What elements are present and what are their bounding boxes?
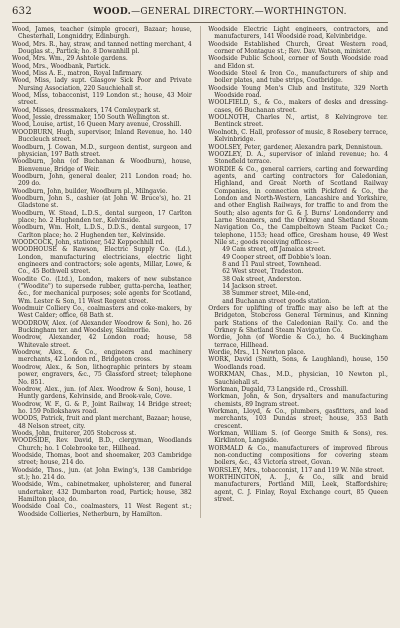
office-line: 49 Cooper street, off Dobbie's loan.: [222, 253, 332, 261]
directory-entry: Woodburn, Wm. Holt, L.D.S., D.D.S., dental surgeon, 17 Carlton place; ho. 2 Hughenden ter., Kelvinside.: [12, 224, 192, 239]
office-line: 38 Oak street, Anderston.: [222, 275, 302, 283]
directory-entry: WOODHOUSE & Rawson, Electric Supply Co. (Ld.), London, manufacturing electricians, electric light engineers and contractors; sole agents, Millar, Lowe, & Co., 45 Bothwell street.: [12, 246, 192, 276]
directory-entry: WOODS, Patrick, fruit and plant merchant, Bazaar; house, 48 Nelson street, city.: [12, 415, 192, 430]
directory-entry: Wood, Louise, artist, 16 Queen Mary avenue, Crosshill.: [12, 121, 182, 129]
directory-entry: Wood, Jessie, dressmaker, 150 South Wellington st.: [12, 114, 170, 122]
columns: [12, 26, 388, 518]
directory-entry: Woodside Steel & Iron Co., manufacturers of ship and boiler plates, and tube strips, Coatbridge.: [208, 70, 388, 85]
directory-entry: Wordie, John (of Wordie & Co.), ho. 4 Buckingham terrace, Hillhead.: [208, 334, 388, 349]
right-entries-top: [208, 26, 388, 246]
page-header: [12, 6, 388, 20]
office-line: 8 and 11 Paul street, Townhead.: [222, 261, 322, 268]
directory-entry: Woodrow, Alexander, 42 London road; house, 58 Whitevale street.: [12, 334, 192, 349]
directory-entry: Woodside Coal Co., coalmasters, 11 West Regent st.; Woodside Collieries, Netherburn, by Hamilton.: [12, 503, 192, 518]
directory-entry: WOODCOCK, John, stationer, 542 Keppochhill rd.: [12, 238, 165, 246]
header-rule: [12, 22, 388, 23]
directory-entry: WORMALD & Co., manufacturers of improved fibrous non-conducting compositions for covering steam boilers, &c., 43 Victoria street, Govan.: [208, 444, 388, 467]
directory-entry: WOODSIDE, Rev. David, B.D., clergyman, Woodlands Church; ho. 1 Colebrooke ter., Hillhead.: [12, 437, 192, 452]
directory-entry: Woolnoth, C. Hall, professor of music, 8 Rosebery terrace, Kelvinbridge.: [208, 128, 388, 144]
directory-entry: Woodside, Thos., jun. (at John Ewing's, 138 Cambridge st.); ho. 214 do.: [12, 466, 192, 481]
directory-entry: Orders for uplifting of traffic may also be left at the Bridgeton, Stobcross General Terminus, and Kinning park Stations of the Caledonian Rail'y. Co. and the Orkney & Shetland Steam Navigation Co.: [208, 305, 388, 335]
directory-entry: WOOZLEY, D. A., supervisor of inland revenue; ho. 4 Stonefield terrace.: [208, 150, 388, 166]
left-column: [12, 26, 192, 518]
title-mid: —GENERAL DIRECTORY.—: [131, 7, 264, 17]
directory-entry: Woodburn, John, builder, Woodburn pl., Milngavie.: [12, 187, 168, 195]
directory-entry: Woodside Established Church, Great Western road, corner of Montague st.; Rev. Dav. Watson, minister.: [208, 40, 388, 56]
directory-entry: Wood, Miss, lady supt. Glasgow Sick Poor and Private Nursing Association, 220 Sauchiehall st.: [12, 77, 192, 92]
directory-entry: Woodside Electric Light engineers, contractors, and manufacturers, 141 Woodside road, Kelvinbridge.: [208, 26, 388, 41]
directory-entry: Workman, John, & Son, drysalters and manufacturing chemists, 89 Ingram street.: [208, 393, 388, 408]
directory-entry: Wood, Miss, tobacconist, 119 London st.; house, 43 Moir street.: [12, 92, 192, 107]
directory-entry: Woodmuir Colliery Co., coalmasters and coke-makers, by West Calder; office, 68 Bath st.: [12, 305, 192, 320]
page-number: 632: [12, 6, 32, 17]
directory-entry: Woodburn, John (of Buchanan & Woodburn), house, Bienvenue, Bridge of Weir.: [12, 158, 192, 173]
directory-entry: Woodrow, Alex., jun. (of Alex. Woodrow & Son), house, 1 Huntly gardens, Kelvinside, and Brook-vale, Cove.: [12, 385, 192, 401]
office-line: and Buchanan street goods station.: [222, 297, 332, 305]
directory-entry: Woodburn, W. Stead, L.D.S., dental surgeon, 17 Carlton place; ho. 2 Hughenden ter., Kelvinside.: [12, 209, 192, 224]
directory-entry: WOODBURN, Hugh, supervisor, Inland Revenue, ho. 140 Buccleuch street.: [12, 128, 192, 144]
goods-offices-list: [208, 246, 388, 305]
office-line: 38 Summer street, Mile-end,: [222, 290, 311, 298]
directory-entry: WORDIE & Co., general carriers, carting and forwarding agents, and carting contractors for Caledonian, Highland, and Great North of Scotland Railway Companies, in connection with Pickford & Co., the London and North-Western, Lancashire and Yorkshire, and other English Railways, for traffic to and from the South; also agents for G. & J. Burns' Londonderry and Larne Steamers, and the Orkney and Shetland Steam Navigation Co., the Campbeltown Steam Packet Co.; telephone, 1153; head office, Gresham house, 49 West Nile st.; goods receiving offices:—: [208, 165, 388, 246]
directory-entry: WOOLFIELD, S., & Co., makers of desks and dressing-cases, 66 Buchanan street.: [208, 99, 388, 114]
directory-entry: Woods, John, fruiterer, 205 Stobcross st.: [12, 429, 137, 437]
directory-entry: Wood, James, teacher (simple grocer), Bazaar; house, Chesterhall, Longniddry, Edinburgh.: [12, 26, 192, 41]
directory-entry: Workman, William S. (of George Smith & Sons), res. Kirklinton, Langside.: [208, 429, 388, 445]
directory-entry: Woodrow, W. F., G. & P., Joint Railway, 14 Bridge street; ho. 159 Pollokshaws road.: [12, 400, 192, 415]
directory-entry: Wood, Miss A. E., matron, Royal Infirmary.: [12, 70, 143, 78]
directory-entry: Woodite Co. (Ltd.), London, makers of new substance ("Woodite") to supersede rubber, gutta-percha, leather, &c., for mechanical purposes; sole agents for Scotland, Wm. Lester & Son, 11 West Regent street.: [12, 275, 192, 305]
directory-entry: WORK, David (Smith, Sons, & Laughland), house, 150 Woodlands road.: [208, 356, 388, 371]
right-entries-bottom: [208, 305, 388, 503]
directory-entry: Woodside, Thomas, boot and shoemaker, 203 Cambridge street; house, 214 do.: [12, 451, 192, 467]
directory-entry: Wood, Misses, dressmakers, 174 Comleypark st.: [12, 106, 161, 114]
right-column: [208, 26, 388, 518]
office-line: 14 Jackson street.: [222, 283, 278, 291]
office-line: 49 Cam street, off Jamaica street.: [222, 246, 326, 254]
directory-entry: WORSLEY, Mrs., tobacconist, 117 and 119 W. Nile street.: [208, 466, 385, 474]
directory-entry: Woodside, Wm., cabinetmaker, upholsterer, and funeral undertaker, 432 Dumbarton road, Partick; house, 382 Hamilton place, do.: [12, 481, 192, 503]
title-prefix: WOOD.: [93, 7, 132, 17]
running-title: [52, 7, 388, 17]
directory-entry: Woodside Public School, corner of South Woodside road and Eldon st.: [208, 55, 388, 70]
directory-entry: Woodburn, John S., cashier (at John W. Bruce's), ho. 21 Gladstone st.: [12, 194, 192, 210]
directory-entry: WORTHINGTON, A. J., & Co., silk and braid manufacturers, Portland Mill, Leek, Staffordshire; agent, C. J. Finlay, Royal Exchange court, 85 Queen street.: [208, 473, 388, 503]
directory-entry: WOOLNOTH, Charles N., artist, 8 Kelvingrove ter. Bentinck street.: [208, 114, 388, 129]
directory-entry: Woodrow, Alex., & Son, lithographic printers by steam power, engravers, &c., 75 Glassford street; telephone No. 851.: [12, 363, 192, 386]
directory-entry: WOOLSEY, Peter, gardener, Alexandra park, Dennistoun.: [208, 143, 383, 151]
directory-entry: Wood, Mrs. Wm., 29 Ashtole gardens.: [12, 55, 128, 63]
directory-entry: Woodrow, Alex., & Co., engineers and machinery merchants, 42 London rd., Bridgeton cross.: [12, 349, 192, 364]
directory-entry: Wood, Mrs. R., hay, straw, and tanned netting merchant, 4 Douglas st., Partick; ho. 8 Dowanhill pl.: [12, 40, 192, 56]
directory-entry: Workman, Dugald, 73 Langside rd., Crosshill.: [208, 385, 349, 393]
directory-entry: Workman, Lloyd, & Co., plumbers, gasfitters, and lead merchants, 103 Dundas street; house, 353 Bath crescent.: [208, 407, 388, 430]
directory-entry: Wood, Mrs., Woodbank, Partick.: [12, 62, 111, 70]
directory-entry: Woodside Young Men's Club and Institute, 329 North Woodside road.: [208, 84, 388, 100]
directory-entry: Wordie, Mrs., 11 Newton place.: [208, 349, 306, 357]
directory-entry: Woodburn, John, general dealer, 211 London road; ho. 209 do.: [12, 172, 192, 188]
directory-entry: Woodburn, J. Cowan, M.D., surgeon dentist, surgeon and physician, 197 Bath street.: [12, 143, 192, 158]
office-line: 62 West street, Tradeston.: [222, 268, 304, 276]
directory-entry: WOODROW, Alex. (of Alexander Woodrow & Son), ho. 26 Buckingham ter. and Woodsley, Skelmorlie.: [12, 319, 192, 335]
directory-entry: WORKMAN, Chas., M.D., physician, 10 Newton pl., Sauchiehall st.: [208, 371, 388, 386]
title-suffix: WORTHINGTON.: [263, 7, 347, 17]
